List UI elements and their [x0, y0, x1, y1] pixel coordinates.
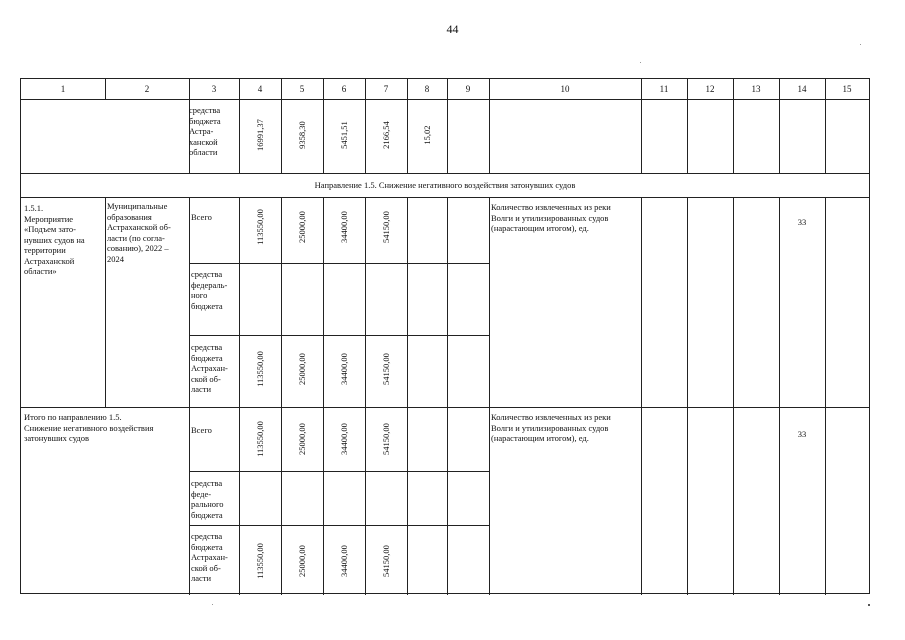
col-line: [365, 99, 366, 173]
measure-regional-col5: 25000,00: [297, 353, 307, 385]
header-col-1: 1: [60, 84, 66, 94]
row-line: [189, 263, 489, 264]
header-col-5: 5: [299, 84, 305, 94]
measure-total-col4: 113550,00: [255, 209, 265, 245]
col-line: [825, 197, 826, 595]
scan-speck: [212, 604, 213, 605]
row-line: [21, 197, 869, 198]
row-line: [21, 173, 869, 174]
header-col-14: 14: [797, 84, 807, 94]
header-col-11: 11: [659, 84, 669, 94]
col-line: [447, 99, 448, 173]
measure-regional-col4: 113550,00: [255, 351, 265, 387]
top-value-col4: 16991,37: [255, 119, 265, 151]
summary-value-col14: 33: [797, 429, 807, 439]
col-line: [733, 99, 734, 173]
measure-federal-label: средства федераль- ного бюджета: [191, 269, 228, 311]
top-value-col5: 9358,30: [297, 121, 307, 149]
col-line: [733, 197, 734, 595]
measure-regional-label: средства бюджета Астрахан- ской об- ласти: [191, 342, 228, 394]
row-line: [189, 525, 489, 526]
col-line: [687, 99, 688, 173]
budget-table: [20, 78, 870, 594]
header-col-7: 7: [383, 84, 389, 94]
top-source-label: средства бюджета Астра- ханской области: [189, 105, 221, 157]
col-line: [323, 99, 324, 173]
scan-speck: [868, 604, 870, 606]
measure-value-col14: 33: [797, 217, 807, 227]
col-line: [365, 197, 366, 595]
col-line: [189, 197, 190, 595]
col-line: [239, 99, 240, 173]
col-line: [105, 197, 106, 407]
summary-indicator: Количество извлеченных из реки Волги и утилизированных судов (нарастающим итогом), ед.: [491, 412, 611, 443]
col-line: [825, 99, 826, 173]
header-col-4: 4: [257, 84, 263, 94]
header-col-9: 9: [465, 84, 471, 94]
top-value-col8: 15,02: [422, 125, 432, 145]
summary-total-col5: 25000,00: [297, 423, 307, 455]
measure-total-col6: 34400,00: [339, 211, 349, 243]
col-line: [281, 197, 282, 595]
summary-total-col7: 54150,00: [381, 423, 391, 455]
header-col-8: 8: [424, 84, 430, 94]
header-col-12: 12: [705, 84, 715, 94]
measure-regional-col6: 34400,00: [339, 353, 349, 385]
summary-total-col4: 113550,00: [255, 421, 265, 457]
header-row-line: [21, 99, 869, 100]
col-line: [489, 99, 490, 173]
col-line: [239, 197, 240, 595]
scan-speck: [860, 44, 861, 45]
page-number: 44: [446, 22, 459, 36]
row-line: [189, 335, 489, 336]
header-col-15: 15: [842, 84, 852, 94]
direction-title: Направление 1.5. Снижение негативного воздействия затонувших судов: [314, 180, 576, 190]
top-value-col6: 5451,51: [339, 121, 349, 149]
measure-total-col5: 25000,00: [297, 211, 307, 243]
header-col-3: 3: [211, 84, 217, 94]
col-line: [641, 99, 642, 173]
measure-total-label: Всего: [191, 212, 212, 222]
summary-regional-col5: 25000,00: [297, 545, 307, 577]
top-value-col7: 2166,54: [381, 121, 391, 149]
summary-name: Итого по направлению 1.5. Снижение негативного воздействия затонувших судов: [24, 412, 154, 443]
measure-name: 1.5.1. Мероприятие «Подъем зато- нувших судов на территории Астраханской области»: [24, 203, 85, 276]
summary-regional-col7: 54150,00: [381, 545, 391, 577]
col-line: [489, 197, 490, 595]
row-line: [189, 471, 489, 472]
col-line: [323, 197, 324, 595]
measure-total-col7: 54150,00: [381, 211, 391, 243]
col-line: [779, 99, 780, 173]
col-line: [407, 197, 408, 595]
row-line: [21, 407, 869, 408]
col-line: [687, 197, 688, 595]
col-line: [447, 197, 448, 595]
col-line: [779, 197, 780, 595]
summary-federal-label: средства феде- рального бюджета: [191, 478, 224, 520]
col-line: [407, 99, 408, 173]
header-col-13: 13: [751, 84, 761, 94]
header-col-6: 6: [341, 84, 347, 94]
measure-regional-col7: 54150,00: [381, 353, 391, 385]
scan-speck: [640, 62, 641, 63]
col-line: [281, 99, 282, 173]
header-col-10: 10: [560, 84, 570, 94]
summary-total-col6: 34400,00: [339, 423, 349, 455]
summary-regional-col6: 34400,00: [339, 545, 349, 577]
col-line: [641, 197, 642, 595]
measure-executor: Муниципальные образования Астраханской об- ласти (по согла- сованию), 2022 – 2024: [107, 201, 171, 264]
summary-regional-label: средства бюджета Астрахан- ской об- ласти: [191, 531, 228, 583]
measure-indicator: Количество извлеченных из реки Волги и утилизированных судов (нарастающим итогом), ед.: [491, 202, 611, 233]
summary-total-label: Всего: [191, 425, 212, 435]
summary-regional-col4: 113550,00: [255, 543, 265, 579]
header-col-2: 2: [144, 84, 150, 94]
